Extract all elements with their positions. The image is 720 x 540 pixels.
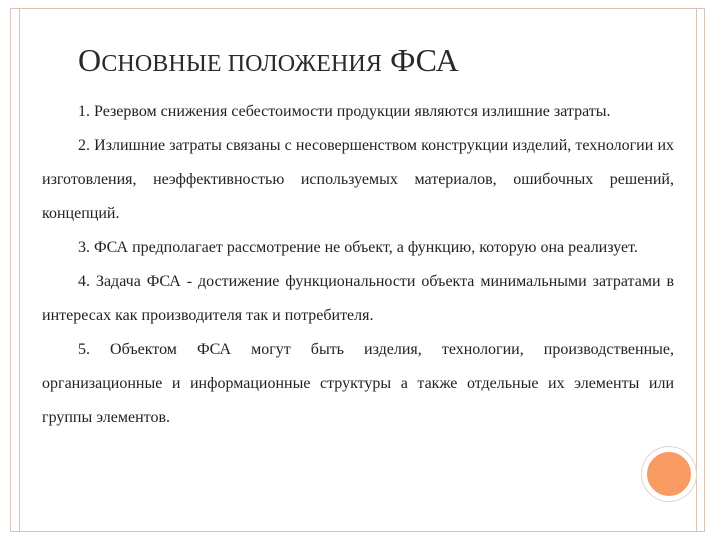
decorative-orange-circle	[642, 447, 696, 501]
slide-title-first-letter: О	[78, 42, 102, 78]
slide-title-abbreviation: ФСА	[381, 42, 459, 78]
paragraph-4: 4. Задача ФСА - достижение функциональности объекта минимальными затратами в интересах как производителя так и потребителя.	[42, 273, 674, 324]
slide-title	[78, 40, 678, 84]
slide-frame-inner-line-left	[19, 8, 20, 532]
paragraph-2: 2. Излишние затраты связаны с несовершенством конструкции изделий, технологии их изготовления, неэффективностью используемых материалов, ошибочных решений, концепций.	[42, 137, 674, 222]
paragraph-3: 3. ФСА предполагает рассмотрение не объект, а функцию, которую она реализует.	[78, 239, 638, 256]
slide-title-small-caps: СНОВНЫЕ ПОЛОЖЕНИЯ	[101, 51, 382, 77]
paragraph-1: 1. Резервом снижения себестоимости продукции являются излишние затраты.	[78, 103, 611, 120]
slide-frame-inner-line-right	[696, 8, 697, 532]
paragraph-5: 5. Объектом ФСА могут быть изделия, технологии, производственные, организационные и информационные структуры а также отдельные их элементы или группы элементов.	[42, 341, 674, 426]
slide-body	[42, 95, 674, 435]
